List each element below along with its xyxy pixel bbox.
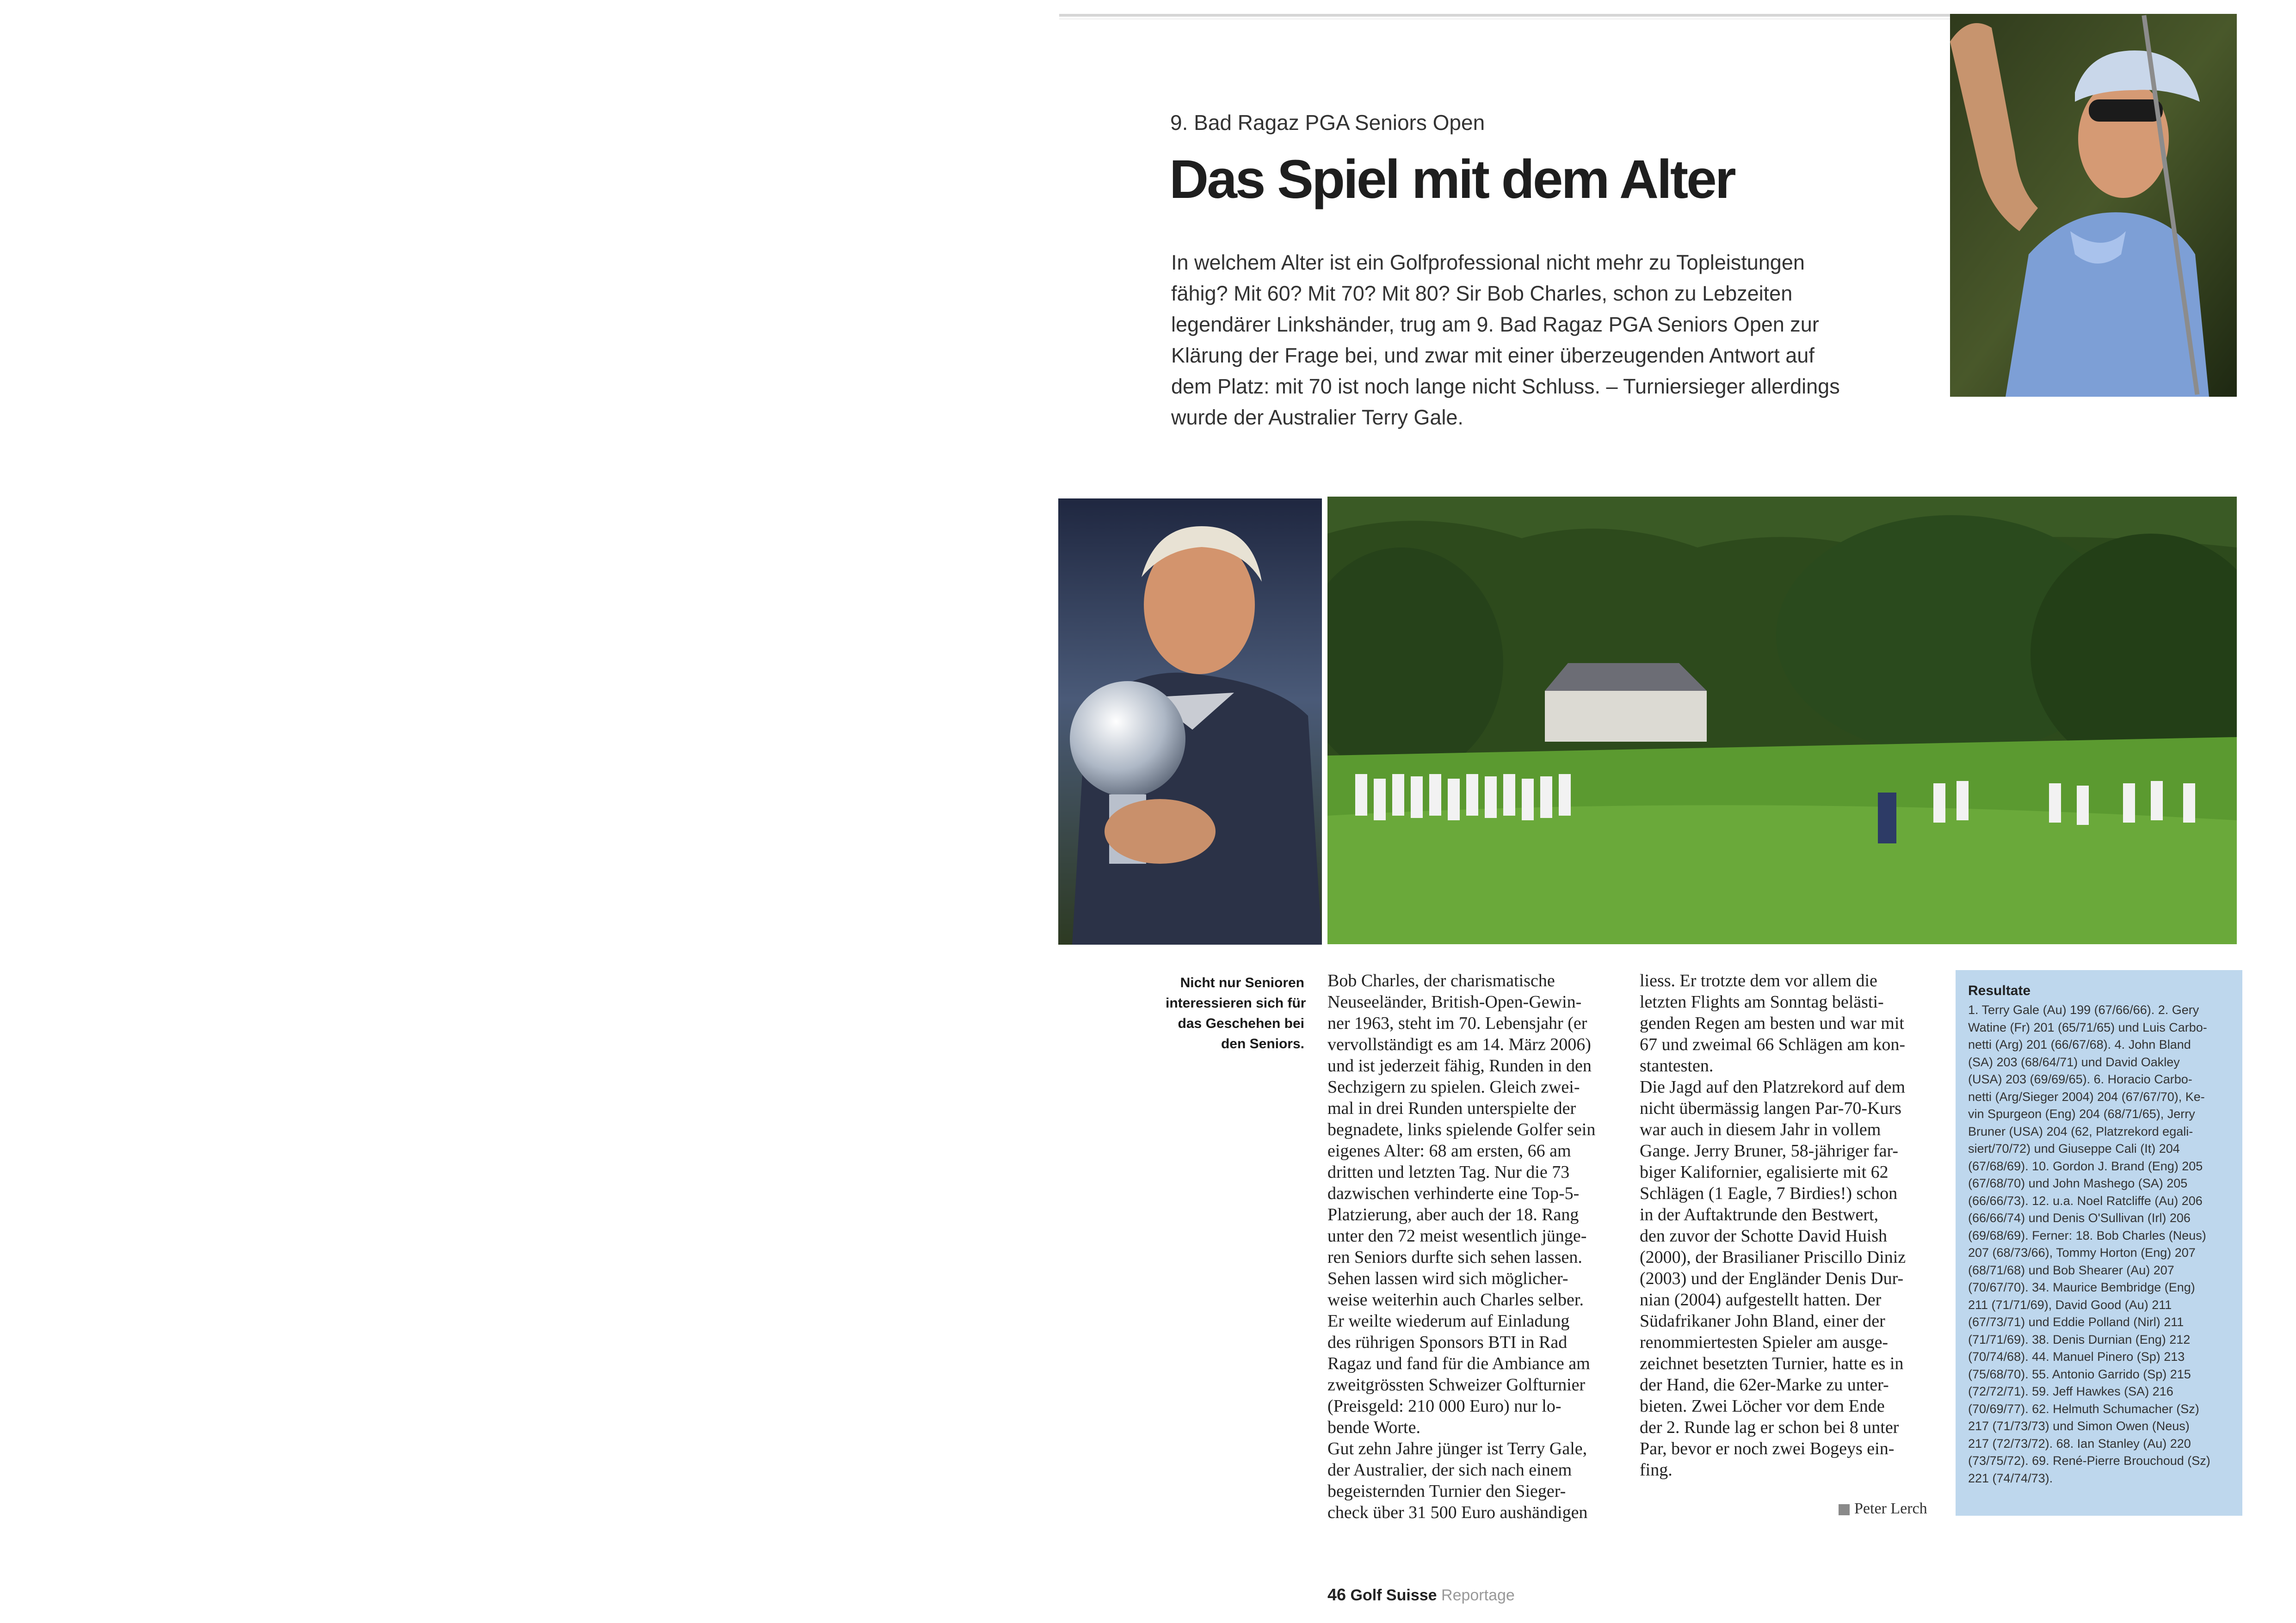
body-line: Par, bevor er noch zwei Bogeys ein-	[1640, 1439, 1895, 1458]
byline	[1839, 1500, 1927, 1518]
body-line: renommiertesten Spieler am ausge-	[1640, 1333, 1889, 1352]
lead-line: fähig? Mit 60? Mit 70? Mit 80? Sir Bob Charles, schon zu Lebzeiten	[1171, 282, 1793, 305]
body-line: unter den 72 meist wesentlich jünge-	[1327, 1226, 1587, 1246]
body-line: mal in drei Runden unterspielte der	[1327, 1099, 1576, 1118]
results-line: (67/68/70) und John Mashego (SA) 205	[1968, 1176, 2188, 1190]
body-line: Er weilte wiederum auf Einladung	[1327, 1311, 1570, 1331]
lead-line: wurde der Australier Terry Gale.	[1171, 406, 1463, 429]
photo-caption	[1166, 973, 1304, 1054]
body-line: Ragaz und fand für die Ambiance am	[1327, 1354, 1590, 1373]
results-line: (73/75/72). 69. René-Pierre Brouchoud (Sz)	[1968, 1454, 2210, 1468]
body-line: letzten Flights am Sonntag belästi-	[1640, 992, 1884, 1012]
body-line: Die Jagd auf den Platzrekord auf dem	[1640, 1077, 1906, 1097]
byline-square-icon	[1839, 1504, 1850, 1515]
results-line: 221 (74/74/73).	[1968, 1471, 2053, 1485]
body-line: genden Regen am besten und war mit	[1640, 1014, 1904, 1033]
lead-line: In welchem Alter ist ein Golfprofessional nicht mehr zu Topleistungen	[1171, 251, 1805, 274]
article-headline: Das Spiel mit dem Alter	[1169, 149, 1734, 210]
results-line: (69/68/69). Ferner: 18. Bob Charles (Neus)	[1968, 1228, 2206, 1242]
results-line: (68/71/68) und Bob Shearer (Au) 207	[1968, 1263, 2174, 1277]
section-name: Reportage	[1441, 1586, 1515, 1604]
lead-line: Klärung der Frage bei, und zwar mit einer überzeugenden Antwort auf	[1171, 344, 1815, 367]
byline-author: Peter Lerch	[1854, 1500, 1927, 1517]
article-kicker: 9. Bad Ragaz PGA Seniors Open	[1170, 111, 1485, 135]
photo-bob-charles-trophy	[1058, 498, 1322, 945]
results-line: 207 (68/73/66), Tommy Horton (Eng) 207	[1968, 1246, 2196, 1260]
body-line: Bob Charles, der charismatische	[1327, 971, 1555, 990]
body-line: biger Kalifornier, egalisierte mit 62	[1640, 1162, 1889, 1182]
body-line: dazwischen verhinderte eine Top-5-	[1327, 1184, 1580, 1203]
results-line: 211 (71/71/69), David Good (Au) 211	[1968, 1297, 2172, 1312]
results-line: siert/70/72) und Giuseppe Cali (It) 204	[1968, 1142, 2180, 1156]
body-line: nian (2004) aufgestellt hatten. Der	[1640, 1290, 1882, 1309]
body-line: begnadete, links spielende Golfer sein	[1327, 1120, 1596, 1139]
page-footer	[1327, 1585, 1515, 1605]
body-line: des rührigen Sponsors BTI in Rad	[1327, 1333, 1568, 1352]
body-line: fing.	[1640, 1460, 1673, 1480]
results-line: (67/68/69). 10. Gordon J. Brand (Eng) 205	[1968, 1159, 2203, 1173]
body-line: 67 und zweimal 66 Schlägen am kon-	[1640, 1035, 1906, 1054]
results-line: (72/72/71). 59. Jeff Hawkes (SA) 216	[1968, 1384, 2173, 1398]
results-line: (USA) 203 (69/69/65). 6. Horacio Carbo-	[1968, 1072, 2192, 1086]
body-line: Gut zehn Jahre jünger ist Terry Gale,	[1327, 1439, 1587, 1458]
body-line: war auch in diesem Jahr in vollem	[1640, 1120, 1881, 1139]
results-title: Resultate	[1968, 983, 2031, 998]
caption-line: Nicht nur Senioren	[1180, 975, 1304, 990]
body-line: den zuvor der Schotte David Huish	[1640, 1226, 1888, 1246]
caption-line: das Geschehen bei	[1178, 1016, 1304, 1031]
body-line: der Hand, die 62er-Marke zu unter-	[1640, 1375, 1889, 1395]
body-line: bieten. Zwei Löcher vor dem Ende	[1640, 1396, 1885, 1416]
results-line: (66/66/74) und Denis O'Sullivan (Irl) 206	[1968, 1211, 2191, 1225]
body-line: check über 31 500 Euro aushändigen	[1327, 1503, 1588, 1522]
body-line: bende Worte.	[1327, 1418, 1420, 1437]
body-line: zeichnet besetzten Turnier, hatte es in	[1640, 1354, 1904, 1373]
results-line: 1. Terry Gale (Au) 199 (67/66/66). 2. Gery	[1968, 1003, 2199, 1017]
body-line: in der Auftaktrunde den Bestwert,	[1640, 1205, 1879, 1224]
results-line: (66/66/73). 12. u.a. Noel Ratcliffe (Au) 206	[1968, 1193, 2203, 1208]
body-line: ner 1963, steht im 70. Lebensjahr (er	[1327, 1014, 1587, 1033]
body-line: vervollständigt es am 14. März 2006)	[1327, 1035, 1591, 1054]
results-line: Watine (Fr) 201 (65/71/65) und Luis Carbo-	[1968, 1020, 2207, 1034]
body-line: Südafrikaner John Bland, einer der	[1640, 1311, 1885, 1331]
body-line: dritten und letzten Tag. Nur die 73	[1327, 1162, 1570, 1182]
results-line: (67/73/71) und Eddie Polland (Nirl) 211	[1968, 1315, 2184, 1329]
results-line: (70/74/68). 44. Manuel Pinero (Sp) 213	[1968, 1350, 2185, 1364]
results-line: netti (Arg/Sieger 2004) 204 (67/67/70), Ke-	[1968, 1089, 2205, 1104]
body-line: (Preisgeld: 210 000 Euro) nur lo-	[1327, 1396, 1562, 1416]
results-list	[1968, 1002, 2236, 1487]
body-line: (2000), der Brasilianer Priscillo Diniz	[1640, 1248, 1906, 1267]
body-line: (2003) und der Engländer Denis Dur-	[1640, 1269, 1904, 1288]
body-line: Sehen lassen wird sich möglicher-	[1327, 1269, 1568, 1288]
results-line: netti (Arg) 201 (66/67/68). 4. John Bland	[1968, 1038, 2191, 1051]
body-line: stantesten.	[1640, 1056, 1714, 1076]
results-line: 217 (72/73/72). 68. Ian Stanley (Au) 220	[1968, 1436, 2191, 1451]
results-line: (75/68/70). 55. Antonio Garrido (Sp) 215	[1968, 1367, 2191, 1381]
page-number: 46	[1327, 1585, 1346, 1604]
body-line: der 2. Runde lag er schon bei 8 unter	[1640, 1418, 1899, 1437]
body-column-1	[1327, 970, 1619, 1523]
body-line: der Australier, der sich nach einem	[1327, 1460, 1572, 1480]
results-line: (70/69/77). 62. Helmuth Schumacher (Sz)	[1968, 1402, 2199, 1416]
results-line: vin Spurgeon (Eng) 204 (68/71/65), Jerry	[1968, 1107, 2195, 1121]
body-line: weise weiterhin auch Charles selber.	[1327, 1290, 1584, 1309]
results-line: (71/71/69). 38. Denis Durnian (Eng) 212	[1968, 1332, 2191, 1346]
body-line: eigenes Alter: 68 am ersten, 66 am	[1327, 1141, 1571, 1161]
lead-line: legendärer Linkshänder, trug am 9. Bad Ragaz PGA Seniors Open zur	[1171, 313, 1819, 336]
body-line: begeisternden Turnier den Sieger-	[1327, 1482, 1566, 1501]
body-line: Schlägen (1 Eagle, 7 Birdies!) schon	[1640, 1184, 1898, 1203]
body-line: Platzierung, aber auch der 18. Rang	[1327, 1205, 1579, 1224]
magazine-name: Golf Suisse	[1350, 1586, 1437, 1604]
body-line: Gange. Jerry Bruner, 58-jähriger far-	[1640, 1141, 1899, 1161]
photo-golf-course-spectators	[1327, 497, 2237, 944]
article-lead	[1171, 247, 1856, 433]
body-line: nicht übermässig langen Par-70-Kurs	[1640, 1099, 1901, 1118]
body-line: Neuseeländer, British-Open-Gewin-	[1327, 992, 1582, 1012]
photo-golfer-swing	[1950, 14, 2237, 397]
body-line: zweitgrössten Schweizer Golfturnier	[1327, 1375, 1586, 1395]
body-line: liess. Er trotzte dem vor allem die	[1640, 971, 1877, 990]
body-line: und ist jederzeit fähig, Runden in den	[1327, 1056, 1592, 1076]
results-line: (70/67/70). 34. Maurice Bembridge (Eng)	[1968, 1280, 2195, 1294]
body-line: ren Seniors durfte sich sehen lassen.	[1327, 1248, 1582, 1267]
results-line: Bruner (USA) 204 (62, Platzrekord egali-	[1968, 1124, 2193, 1138]
body-column-2	[1640, 970, 1929, 1481]
results-line: (SA) 203 (68/64/71) und David Oakley	[1968, 1055, 2180, 1069]
caption-line: interessieren sich für	[1166, 996, 1306, 1011]
lead-line: dem Platz: mit 70 ist noch lange nicht Schluss. – Turniersieger allerdings	[1171, 375, 1840, 398]
caption-line: den Seniors.	[1221, 1036, 1304, 1051]
body-line: Sechzigern zu spielen. Gleich zwei-	[1327, 1077, 1580, 1097]
results-line: 217 (71/73/73) und Simon Owen (Neus)	[1968, 1419, 2190, 1433]
